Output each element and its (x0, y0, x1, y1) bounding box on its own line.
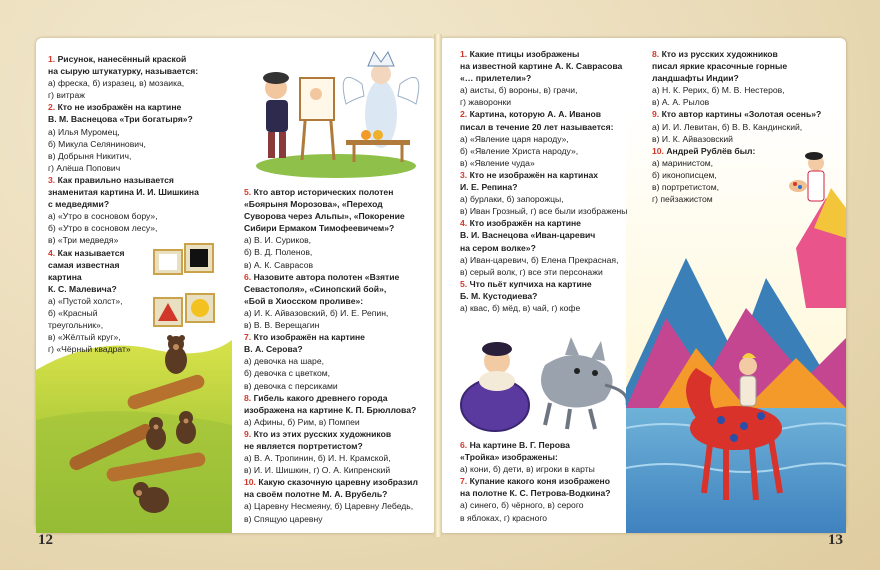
question-number: 3. (48, 174, 56, 185)
answer-options: в) И. И. Шишкин, г) О. А. Кипренский (244, 465, 391, 476)
quiz-question (652, 145, 840, 205)
quiz-column-1 (48, 53, 240, 355)
question-text: Б. М. Кустодиева? (460, 290, 538, 301)
question-text: 8. Гибель какого древнего города (244, 392, 388, 403)
question-text: Суворова через Альпы», «Покорение (244, 211, 405, 222)
answer-options: а) кони, б) дети, в) игроки в карты (460, 464, 595, 475)
answer-options: а) синего, б) чёрного, в) серого (460, 500, 584, 511)
question-text: 6. Назовите автора полотен «Взятие (244, 271, 400, 282)
painter-illustration (246, 44, 426, 184)
question-text: писал в течение 20 лет называется: (460, 121, 614, 132)
question-number: 4. (460, 218, 468, 229)
question-number: 8. (652, 49, 660, 59)
question-text: «Тройка» изображены: (460, 452, 558, 463)
question-number: 9. (244, 428, 252, 439)
question-number: 2. (460, 109, 468, 120)
answer-options: а) В. И. Суриков, (244, 235, 312, 246)
answer-options: г) Алёша Попович (48, 162, 121, 173)
question-number: 8. (244, 392, 252, 403)
quiz-question (244, 392, 434, 428)
question-text: 3. Как правильно называется (48, 174, 174, 185)
answer-options: б) «Утро в сосновом лесу», (48, 223, 158, 234)
answer-options: в) портретистом, (652, 182, 719, 193)
question-number: 10. (652, 145, 664, 156)
answer-options: а) Н. К. Рерих, б) М. В. Нестеров, (652, 85, 785, 96)
book-spine (434, 34, 442, 537)
question-number: 9. (652, 109, 660, 120)
question-text: 1. Рисунок, нанесённый краской (48, 54, 187, 64)
question-text: изображена на картине К. П. Брюллова? (244, 404, 417, 415)
question-text: на полотне К. С. Петрова-Водкина? (460, 488, 611, 499)
question-text: 7. Кто изображён на картине (244, 332, 365, 343)
question-text: 5. Что пьёт купчиха на картине (460, 278, 592, 289)
question-text: В. И. Васнецова «Иван-царевич (460, 230, 596, 241)
quiz-question (244, 186, 434, 271)
answer-options: в) «Три медведя» (48, 235, 119, 246)
question-number: 5. (244, 187, 252, 197)
answer-options: а) «Пустой холст», (48, 295, 123, 306)
question-text: писал яркие красочные горные (652, 61, 788, 72)
answer-options: г) витраж (48, 90, 85, 101)
quiz-question (460, 475, 630, 523)
quiz-column-3 (460, 48, 648, 314)
answer-options: в) Добрыня Никитич, (48, 150, 132, 161)
question-text: 2. Картина, которую А. А. Иванов (460, 109, 602, 120)
question-number: 6. (460, 440, 468, 450)
question-text: на сырую штукатурку, называется: (48, 66, 199, 77)
question-number: 5. (460, 278, 468, 289)
quiz-question (460, 278, 648, 314)
answer-options: а) Илья Муромец, (48, 126, 120, 137)
answer-options: а) фреска, б) изразец, в) мозаика, (48, 78, 185, 89)
answer-options: в) А. А. Рылов (652, 97, 710, 108)
answer-options: а) В. А. Тропинин, б) И. Н. Крамской, (244, 453, 391, 464)
question-text: 7. Купание какого коня изображено (460, 476, 610, 487)
merchant-wolf-illustration (455, 325, 640, 437)
answer-options: б) иконописцем, (652, 169, 717, 180)
answer-options: а) «Явление царя народу», (460, 133, 569, 144)
answer-options: в) «Явление чуда» (460, 157, 535, 168)
quiz-column-3b (460, 439, 630, 524)
quiz-question (48, 174, 240, 247)
question-text: К. С. Малевича? (48, 283, 117, 294)
answer-options: а) И. И. Левитан, б) В. В. Кандинский, (652, 121, 803, 132)
quiz-question (48, 247, 240, 356)
question-number: 10. (244, 477, 256, 488)
question-text: на известной картине А. К. Саврасова (460, 61, 623, 72)
question-text: 9. Кто автор картины «Золотая осень»? (652, 109, 822, 120)
quiz-question (460, 169, 648, 217)
question-text: 6. На картине В. Г. Перова (460, 440, 570, 450)
answer-options: а) Иван-царевич, б) Елена Прекрасная, (460, 254, 619, 265)
question-text: на сером волке»? (460, 242, 536, 253)
question-text: «… прилетели»? (460, 73, 532, 84)
question-number: 7. (460, 476, 468, 487)
bears-illustration (36, 330, 232, 533)
quiz-column-2 (244, 186, 434, 525)
question-text: 3. Кто не изображён на картинах (460, 169, 599, 180)
quiz-question (460, 108, 648, 168)
quiz-question (244, 271, 434, 331)
quiz-question (652, 48, 840, 108)
answer-options: в яблоках, г) красного (460, 512, 548, 523)
question-text: 1. Какие птицы изображены (460, 49, 580, 59)
question-number: 4. (48, 247, 56, 258)
question-text: «Боярыня Морозова», «Переход (244, 199, 383, 210)
answer-options: в) серый волк, г) все эти персонажи (460, 266, 603, 277)
answer-options: а) И. К. Айвазовский, б) И. Е. Репин, (244, 307, 389, 318)
answer-options: в) А. К. Саврасов (244, 259, 314, 270)
answer-options: треугольник», (48, 320, 104, 331)
quiz-question (48, 53, 240, 101)
question-text: 4. Кто изображён на картине (460, 218, 581, 229)
answer-options: г) «Чёрный квадрат» (48, 344, 131, 355)
answer-options: а) аисты, б) вороны, в) грачи, (460, 85, 578, 96)
question-text: «Бой в Хиосском проливе»: (244, 295, 364, 306)
quiz-question (244, 331, 434, 391)
question-text: самая известная (48, 259, 120, 270)
answer-options: б) «Явление Христа народу», (460, 145, 579, 156)
question-text: Севастополя», «Синопский бой», (244, 283, 387, 294)
question-number: 3. (460, 169, 468, 180)
quiz-column-4 (652, 48, 840, 205)
question-text: 4. Как называется (48, 247, 125, 258)
answer-options: б) В. Д. Поленов, (244, 247, 313, 258)
question-text: В. А. Серова? (244, 344, 303, 355)
answer-options: в) В. В. Верещагин (244, 320, 320, 331)
question-number: 7. (244, 332, 252, 343)
question-number: 1. (48, 54, 56, 64)
quiz-question (48, 101, 240, 174)
quiz-question (460, 48, 648, 108)
answer-options: в) девочка с персиками (244, 380, 338, 391)
question-text: И. Е. Репина? (460, 182, 518, 193)
question-text: с медведями? (48, 199, 110, 210)
question-text: 2. Кто не изображён на картине (48, 102, 182, 113)
question-number: 2. (48, 102, 56, 113)
quiz-question (244, 476, 434, 524)
answer-options: в) «Жёлтый круг», (48, 332, 121, 343)
answer-options: а) Афины, б) Рим, в) Помпеи (244, 416, 360, 427)
question-text: ландшафты Индии? (652, 73, 739, 84)
page-number-left: 12 (38, 532, 53, 548)
quiz-question (652, 108, 840, 144)
question-text: картина (48, 271, 82, 282)
question-number: 1. (460, 49, 468, 59)
question-text: не является портретистом? (244, 440, 363, 451)
answer-options: а) квас, б) мёд, в) чай, г) кофе (460, 302, 581, 313)
question-text: 9. Кто из этих русских художников (244, 428, 392, 439)
quiz-question (460, 217, 648, 277)
answer-options: в) И. К. Айвазовский (652, 133, 733, 144)
answer-options: в) Спящую царевну (244, 513, 323, 524)
answer-options: а) бурлаки, б) запорожцы, (460, 194, 564, 205)
answer-options: б) девочка с цветком, (244, 368, 331, 379)
quiz-question (244, 428, 434, 476)
answer-options: в) Иван Грозный, г) все были изображены (460, 206, 628, 217)
answer-options: а) «Утро в сосновом бору», (48, 211, 158, 222)
answer-options: а) маринистом, (652, 157, 714, 168)
question-number: 6. (244, 271, 252, 282)
answer-options: г) жаворонки (460, 97, 512, 108)
question-text: Сибири Ермаком Тимофеевичем»? (244, 223, 395, 234)
answer-options: а) девочка на шаре, (244, 356, 325, 367)
question-text: на своём полотне М. А. Врубель? (244, 489, 388, 500)
question-text: 10. Андрей Рублёв был: (652, 145, 756, 156)
answer-options: г) пейзажистом (652, 194, 713, 205)
question-text: В. М. Васнецова «Три богатыря»? (48, 114, 193, 125)
question-text: 5. Кто автор исторических полотен (244, 187, 394, 197)
question-text: 8. Кто из русских художников (652, 49, 778, 59)
question-text: знаменитая картина И. И. Шишкина (48, 187, 199, 198)
question-text: 10. Какую сказочную царевну изобразил (244, 477, 418, 488)
answer-options: а) Царевну Несмеяну, б) Царевну Лебедь, (244, 501, 414, 512)
answer-options: б) Микула Селянинович, (48, 138, 146, 149)
answer-options: б) «Красный (48, 307, 98, 318)
page-number-right: 13 (828, 532, 843, 548)
quiz-question (460, 439, 630, 475)
